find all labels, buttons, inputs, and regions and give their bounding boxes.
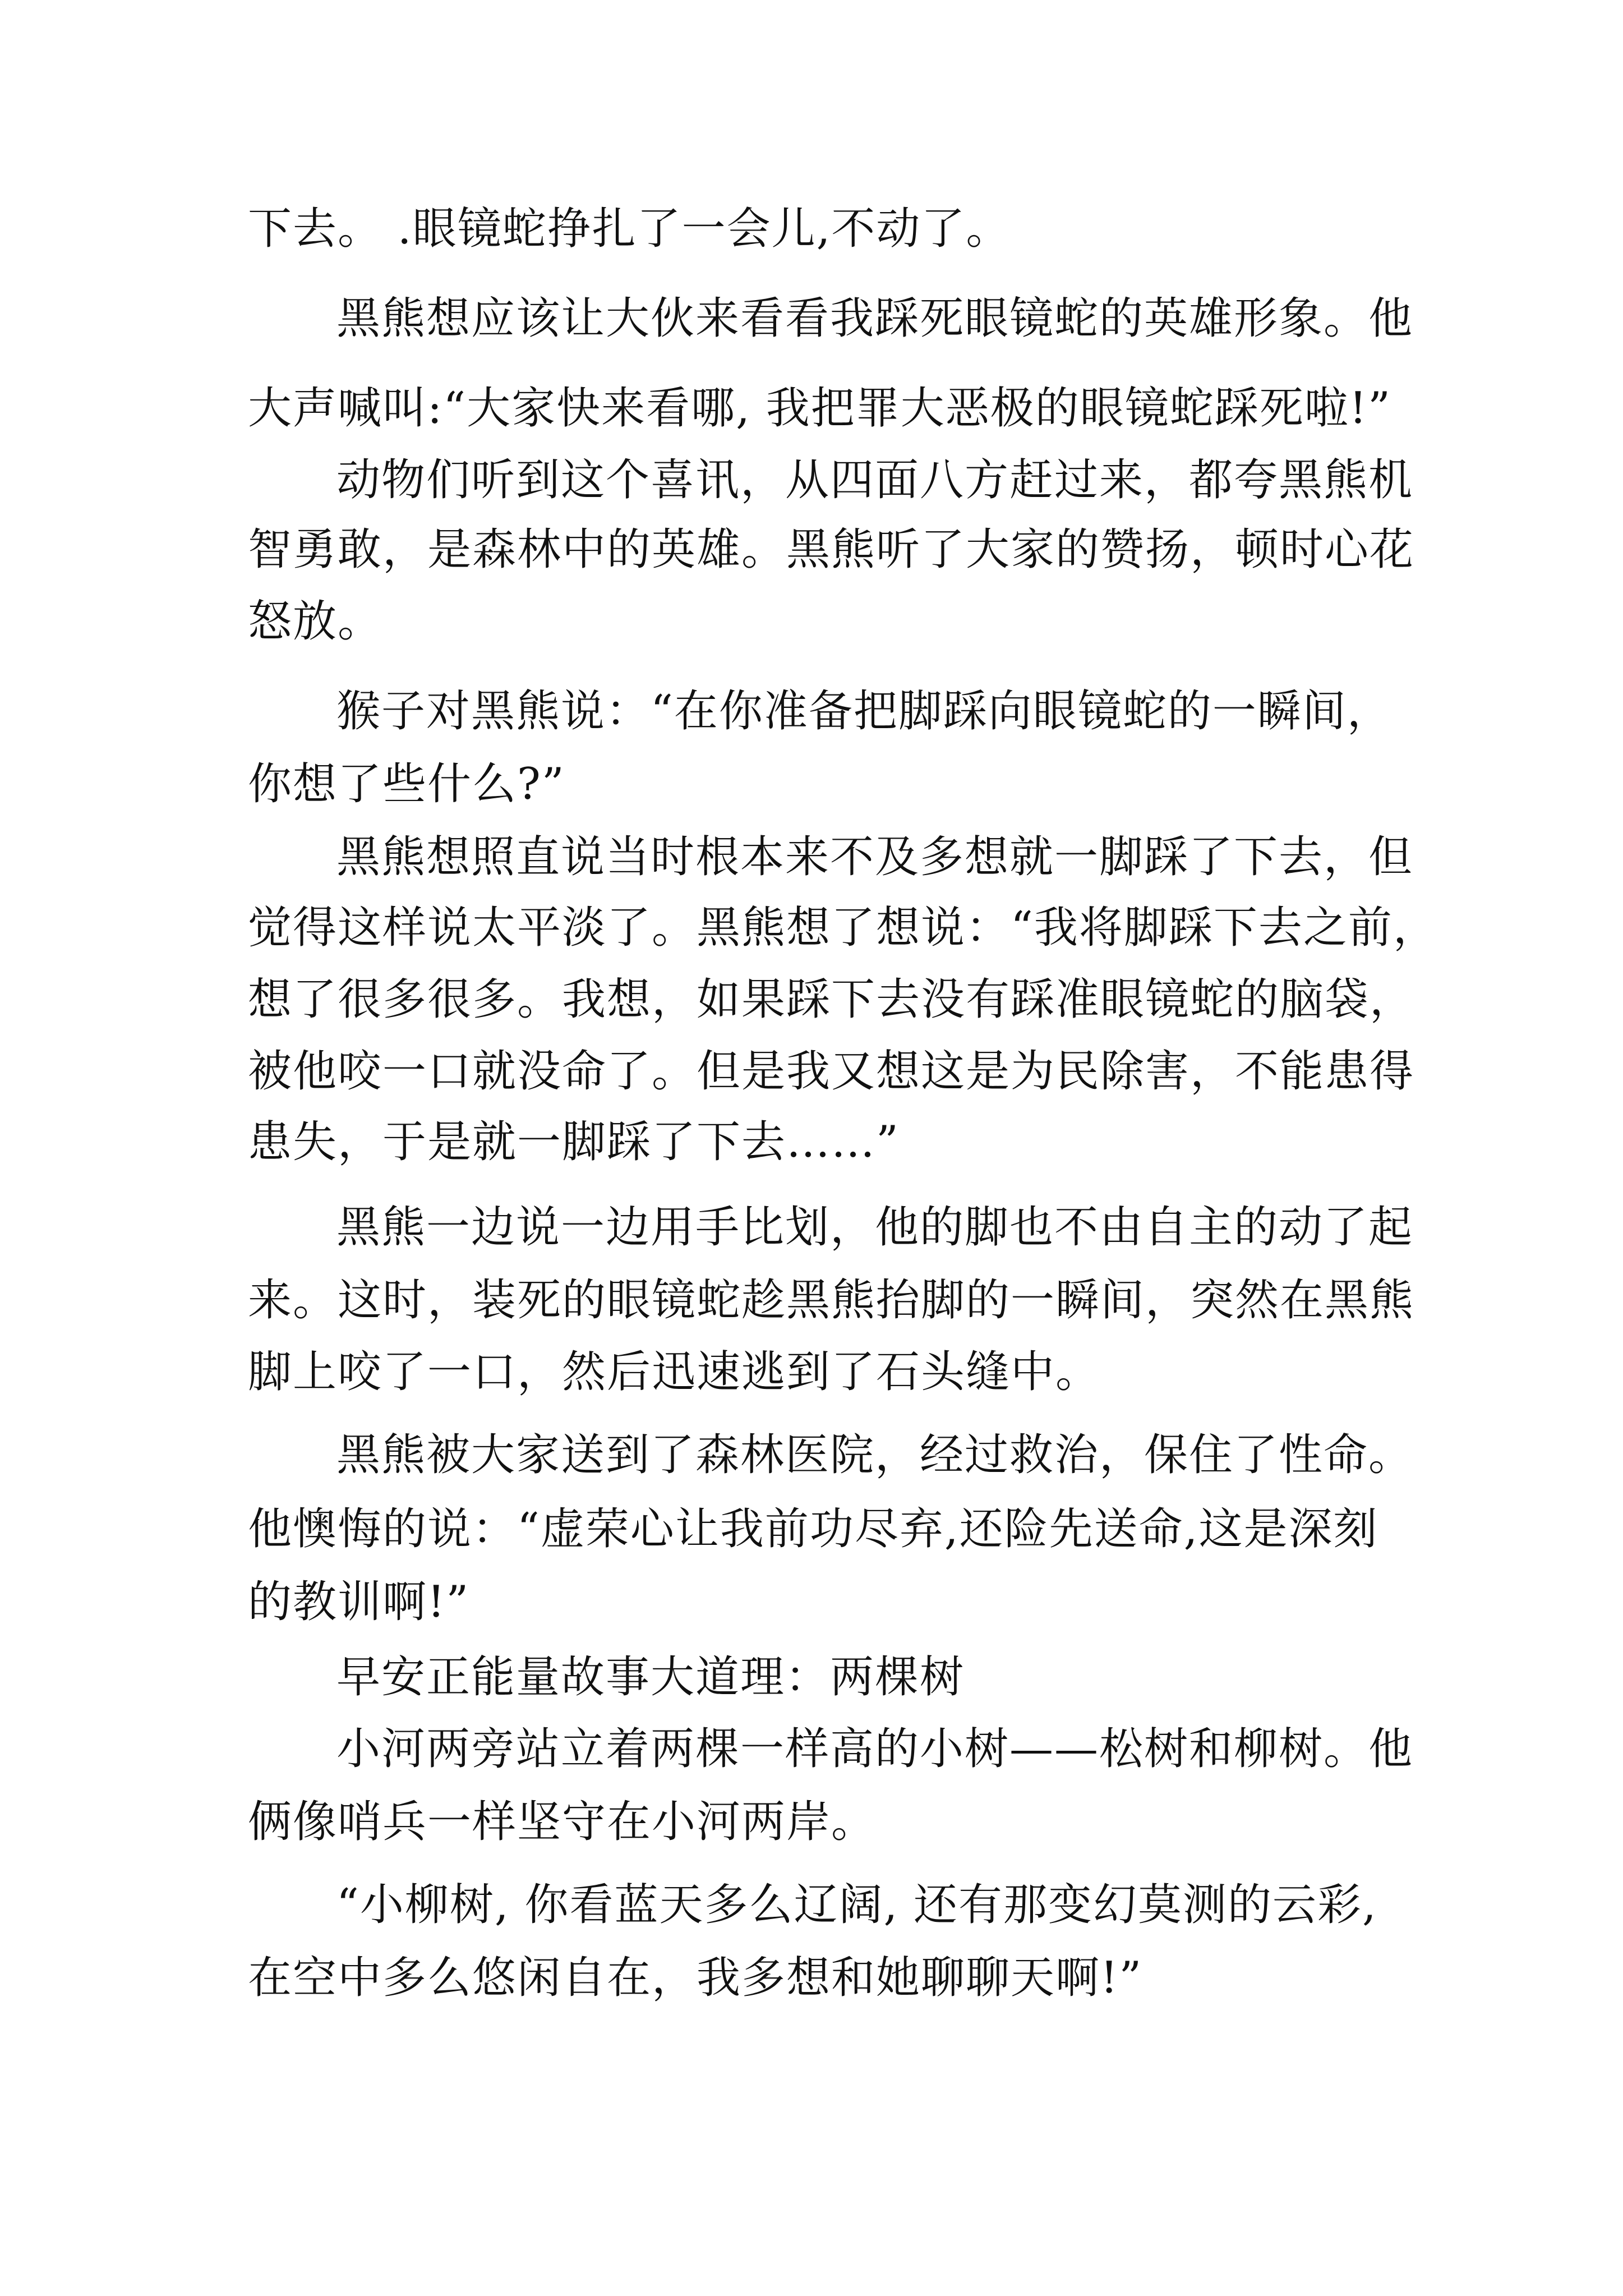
- text-line: 来。这时，装死的眼镜蛇趁黑熊抬脚的一瞬间，突然在黑熊: [248, 1275, 1415, 1326]
- text-line: 黑熊想照直说当时根本来不及多想就一脚踩了下去，但: [336, 832, 1414, 882]
- text-line: 黑熊被大家送到了森林医院，经过救治，保住了性命。: [336, 1430, 1414, 1480]
- text-line: 动物们听到这个喜讯，从四面八方赶过来，都夸黑熊机: [336, 455, 1414, 505]
- text-line: 怒放。: [248, 596, 383, 647]
- text-line: 下去。 .眼镜蛇挣扎了一会儿,不动了。: [248, 204, 1011, 254]
- text-line: 智勇敢，是森林中的英雄。黑熊听了大家的赞扬，顿时心花: [248, 524, 1415, 575]
- text-line: 俩像哨兵一样坚守在小河两岸。: [248, 1797, 877, 1847]
- text-line: 脚上咬了一口，然后迅速逃到了石头缝中。: [248, 1347, 1101, 1397]
- text-line: 被他咬一口就没命了。但是我又想这是为民除害，不能患得: [248, 1046, 1415, 1097]
- text-line: 想了很多很多。我想，如果踩下去没有踩准眼镜蛇的脑袋，: [248, 974, 1415, 1025]
- text-line: 你想了些什么?”: [248, 759, 565, 809]
- section-heading: 早安正能量故事大道理：两棵树: [336, 1652, 965, 1703]
- text-line: 他懊悔的说：“虚荣心让我前功尽弃,还险先送命,这是深刻: [248, 1504, 1378, 1554]
- text-line: 在空中多么悠闲自在，我多想和她聊聊天啊!”: [248, 1953, 1143, 2003]
- text-line: 的教训啊!”: [248, 1577, 470, 1627]
- text-line: 大声喊叫:“大家快来看哪, 我把罪大恶极的眼镜蛇踩死啦!”: [248, 383, 1391, 434]
- text-line: 患失，于是就一脚踩了下去……”: [248, 1117, 900, 1167]
- text-line: 猴子对黑熊说：“在你准备把脚踩向眼镜蛇的一瞬间，: [336, 686, 1392, 737]
- text-line: 觉得这样说太平淡了。黑熊想了想说：“我将脚踩下去之前，: [248, 903, 1438, 953]
- text-line: 小河两旁站立着两棵一样高的小树——松树和柳树。他: [336, 1724, 1414, 1774]
- text-line: 黑熊想应该让大伙来看看我踩死眼镜蛇的英雄形象。他: [336, 293, 1414, 344]
- text-line: “小柳树, 你看蓝天多么辽阔, 还有那变幻莫测的云彩,: [336, 1880, 1377, 1930]
- text-line: 黑熊一边说一边用手比划，他的脚也不由自主的动了起: [336, 1202, 1414, 1253]
